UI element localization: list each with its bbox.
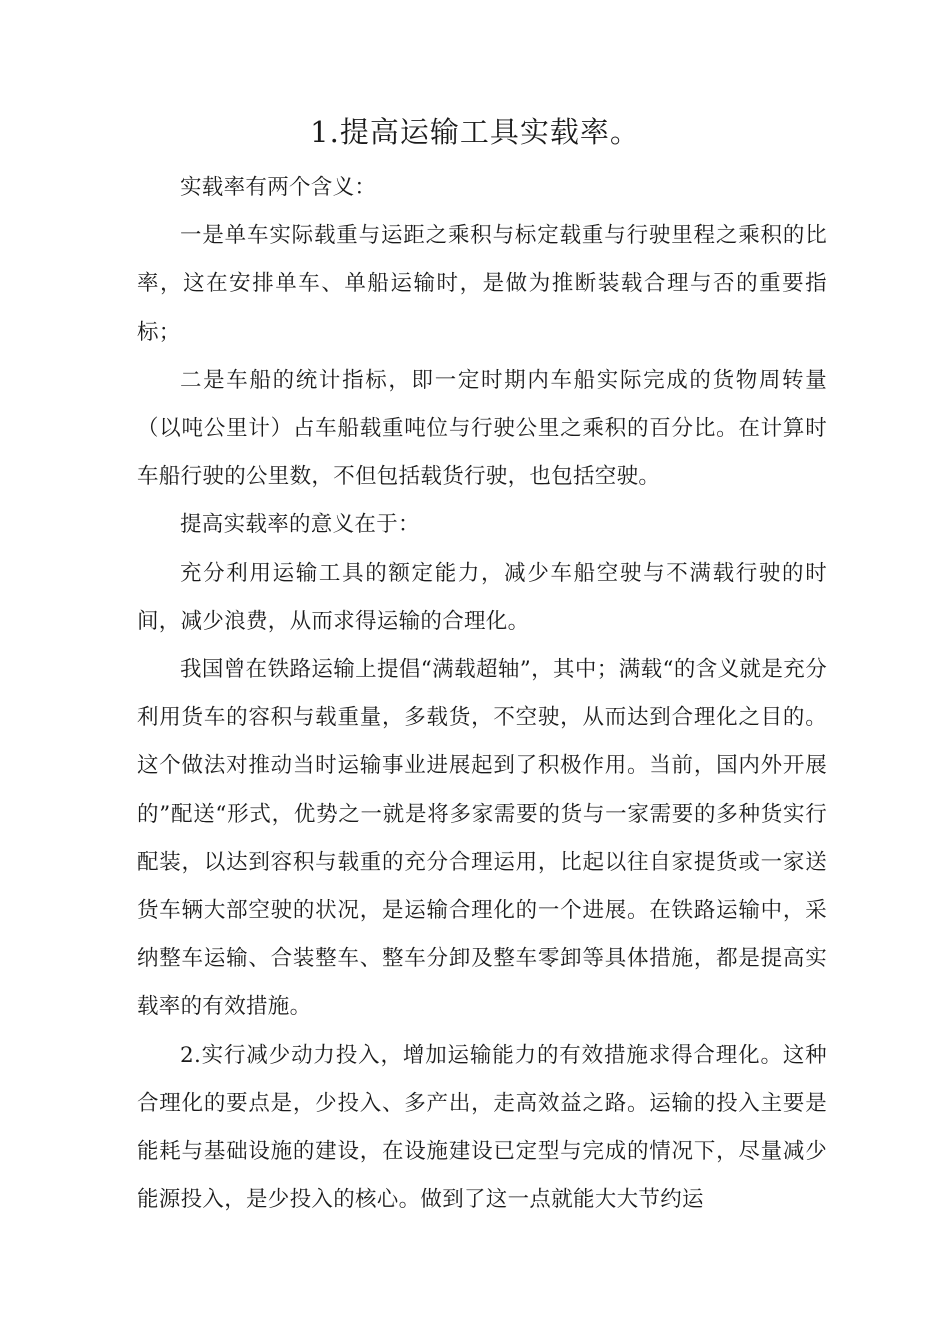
paragraph-7: 2.实行减少动力投入，增加运输能力的有效措施求得合理化。这种合理化的要点是，少投入、多产出，走高效益之路。运输的投入主要是能耗与基础设施的建设，在设施建设已定型与完成的情况下，尽量减少能源投入，是少投入的核心。做到了这一点就能大大节约运 bbox=[137, 1042, 827, 1213]
paragraph-2: 一是单车实际载重与运距之乘积与标定载重与行驶里程之乘积的比率，这在安排单车、单船运输时，是做为推断装载合理与否的重要指标； bbox=[137, 223, 827, 345]
paragraph-3: 二是车船的统计指标，即一定时期内车船实际完成的货物周转量（以吨公里计）占车船载重吨位与行驶公里之乘积的百分比。在计算时车船行驶的公里数，不但包括载货行驶，也包括空驶。 bbox=[137, 367, 827, 490]
paragraph-6: 我国曾在铁路运输上提倡“满载超轴”，其中；满载“的含义就是充分利用货车的容积与载重量，多载货，不空驶，从而达到合理化之目的。这个做法对推动当时运输事业进展起到了积极作用。当前，国内外开展的”配送“形式，优势之一就是将多家需要的货与一家需要的多种货实行配装，以达到容积与载重的充分合理运用，比起以往自家提货或一家送货车辆大部空驶的状况，是运输合理化的一个进展。在铁路运输中，采纳整车运输、合装整车、整车分卸及整车零卸等具体措施，都是提高实载率的有效措施。 bbox=[137, 657, 827, 1020]
paragraph-1: 实载率有两个含义： bbox=[180, 175, 377, 200]
paragraph-5: 充分利用运输工具的额定能力，减少车船空驶与不满载行驶的时间，减少浪费，从而求得运输的合理化。 bbox=[137, 560, 827, 634]
document-body bbox=[137, 164, 827, 1224]
section-title: 1.提高运输工具实载率。 bbox=[310, 115, 640, 149]
paragraph-4: 提高实载率的意义在于： bbox=[180, 512, 420, 538]
